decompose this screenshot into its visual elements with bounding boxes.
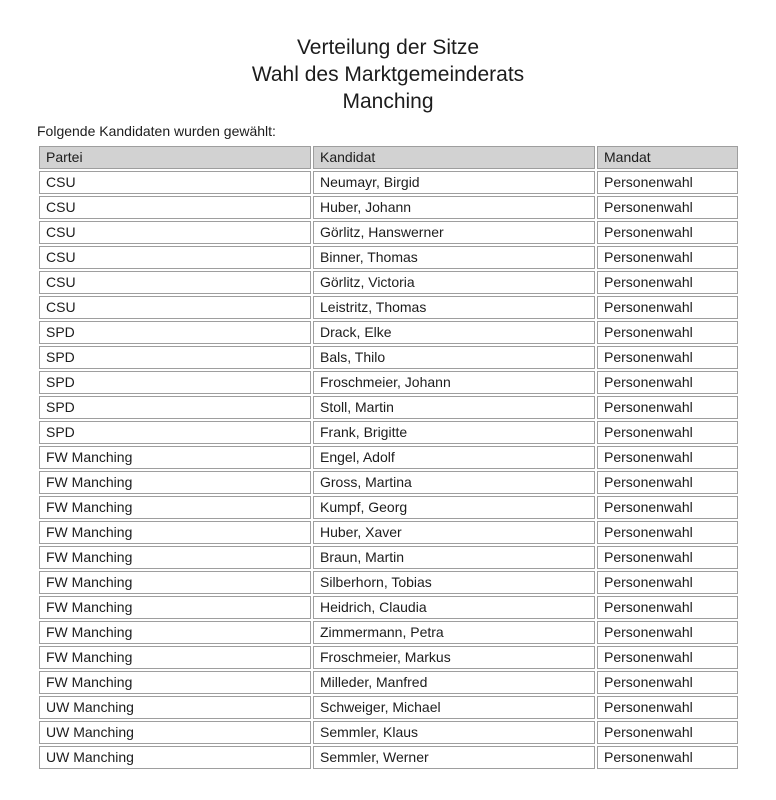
cell-kandidat: Stoll, Martin (313, 396, 595, 419)
cell-partei: FW Manching (39, 571, 311, 594)
cell-kandidat: Schweiger, Michael (313, 696, 595, 719)
cell-mandat: Personenwahl (597, 346, 738, 369)
cell-mandat: Personenwahl (597, 296, 738, 319)
report-title-line-3: Manching (342, 90, 434, 113)
cell-kandidat: Görlitz, Hanswerner (313, 221, 595, 244)
cell-mandat: Personenwahl (597, 621, 738, 644)
cell-kandidat: Froschmeier, Markus (313, 646, 595, 669)
cell-partei: CSU (39, 271, 311, 294)
report-title-line-2: Wahl des Marktgemeinderats (251, 63, 525, 86)
column-header-kandidat: Kandidat (313, 146, 595, 169)
cell-mandat: Personenwahl (597, 496, 738, 519)
table-row (39, 246, 738, 269)
cell-partei: FW Manching (39, 646, 311, 669)
cell-kandidat: Heidrich, Claudia (313, 596, 595, 619)
cell-mandat: Personenwahl (597, 521, 738, 544)
cell-kandidat: Drack, Elke (313, 321, 595, 344)
column-header-partei: Partei (39, 146, 311, 169)
cell-kandidat: Milleder, Manfred (313, 671, 595, 694)
cell-partei: CSU (39, 246, 311, 269)
cell-partei: CSU (39, 221, 311, 244)
table-row (39, 496, 738, 519)
cell-partei: SPD (39, 421, 311, 444)
cell-mandat: Personenwahl (597, 396, 738, 419)
cell-mandat: Personenwahl (597, 221, 738, 244)
table-row (39, 746, 738, 769)
table-row (39, 221, 738, 244)
table-row (39, 446, 738, 469)
cell-kandidat: Zimmermann, Petra (313, 621, 595, 644)
cell-kandidat: Semmler, Klaus (313, 721, 595, 744)
cell-partei: CSU (39, 196, 311, 219)
cell-mandat: Personenwahl (597, 721, 738, 744)
cell-mandat: Personenwahl (597, 546, 738, 569)
table-row (39, 671, 738, 694)
cell-kandidat: Frank, Brigitte (313, 421, 595, 444)
cell-kandidat: Görlitz, Victoria (313, 271, 595, 294)
table-row (39, 321, 738, 344)
table-row (39, 196, 738, 219)
header-row (39, 146, 738, 169)
table-row (39, 271, 738, 294)
table-row (39, 421, 738, 444)
table-row (39, 171, 738, 194)
cell-kandidat: Silberhorn, Tobias (313, 571, 595, 594)
table-row (39, 571, 738, 594)
cell-partei: SPD (39, 321, 311, 344)
cell-mandat: Personenwahl (597, 171, 738, 194)
cell-mandat: Personenwahl (597, 196, 738, 219)
cell-mandat: Personenwahl (597, 671, 738, 694)
results-table-header (39, 146, 738, 169)
cell-partei: CSU (39, 171, 311, 194)
results-table-body (39, 171, 738, 769)
cell-kandidat: Semmler, Werner (313, 746, 595, 769)
table-row (39, 296, 738, 319)
intro-text: Folgende Kandidaten wurden gewählt: (37, 123, 276, 139)
cell-kandidat: Braun, Martin (313, 546, 595, 569)
cell-kandidat: Kumpf, Georg (313, 496, 595, 519)
cell-partei: FW Manching (39, 471, 311, 494)
table-row (39, 696, 738, 719)
cell-mandat: Personenwahl (597, 271, 738, 294)
cell-kandidat: Huber, Xaver (313, 521, 595, 544)
table-row (39, 471, 738, 494)
cell-mandat: Personenwahl (597, 471, 738, 494)
table-row (39, 596, 738, 619)
table-row (39, 396, 738, 419)
cell-partei: SPD (39, 396, 311, 419)
cell-mandat: Personenwahl (597, 446, 738, 469)
cell-kandidat: Neumayr, Birgid (313, 171, 595, 194)
cell-mandat: Personenwahl (597, 646, 738, 669)
cell-partei: FW Manching (39, 621, 311, 644)
table-row (39, 646, 738, 669)
cell-kandidat: Engel, Adolf (313, 446, 595, 469)
cell-partei: SPD (39, 371, 311, 394)
cell-kandidat: Leistritz, Thomas (313, 296, 595, 319)
cell-mandat: Personenwahl (597, 746, 738, 769)
cell-partei: UW Manching (39, 721, 311, 744)
cell-mandat: Personenwahl (597, 571, 738, 594)
column-header-mandat: Mandat (597, 146, 738, 169)
cell-partei: SPD (39, 346, 311, 369)
cell-partei: FW Manching (39, 521, 311, 544)
cell-mandat: Personenwahl (597, 246, 738, 269)
cell-kandidat: Froschmeier, Johann (313, 371, 595, 394)
table-row (39, 521, 738, 544)
cell-partei: CSU (39, 296, 311, 319)
cell-kandidat: Gross, Martina (313, 471, 595, 494)
report-title (0, 0, 776, 115)
cell-kandidat: Binner, Thomas (313, 246, 595, 269)
results-table (37, 144, 740, 771)
cell-partei: UW Manching (39, 696, 311, 719)
cell-mandat: Personenwahl (597, 371, 738, 394)
table-row (39, 546, 738, 569)
cell-mandat: Personenwahl (597, 321, 738, 344)
cell-kandidat: Bals, Thilo (313, 346, 595, 369)
cell-mandat: Personenwahl (597, 596, 738, 619)
cell-kandidat: Huber, Johann (313, 196, 595, 219)
cell-mandat: Personenwahl (597, 421, 738, 444)
table-row (39, 371, 738, 394)
cell-partei: FW Manching (39, 671, 311, 694)
cell-partei: FW Manching (39, 446, 311, 469)
table-row (39, 346, 738, 369)
cell-partei: UW Manching (39, 746, 311, 769)
cell-partei: FW Manching (39, 596, 311, 619)
table-row (39, 621, 738, 644)
cell-mandat: Personenwahl (597, 696, 738, 719)
report-title-line-1: Verteilung der Sitze (296, 36, 480, 59)
cell-partei: FW Manching (39, 546, 311, 569)
cell-partei: FW Manching (39, 496, 311, 519)
table-row (39, 721, 738, 744)
